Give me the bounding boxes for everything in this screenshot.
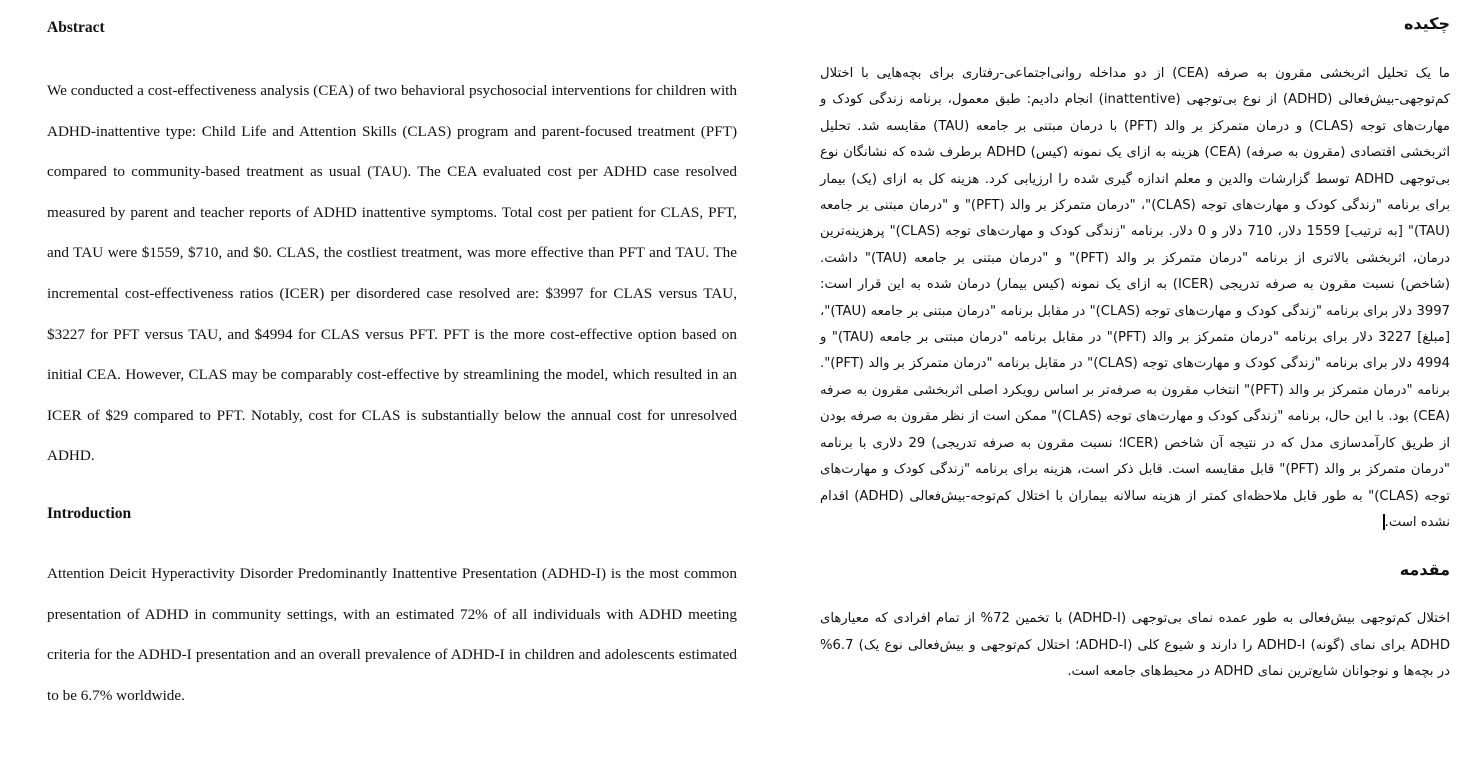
introduction-paragraph[interactable]: Attention Deicit Hyperactivity Disorder Predominantly Inattentive Presentation (ADHD-I) is the most common presentation of ADHD in community settings, with an estimated 72% of all individuals with ADHD meeting criteria for the ADHD-I presentation and an overall prevalence of ADHD-I in children and adolescents estimated to be 6.7% worldwide. <box>47 564 737 704</box>
persian-abstract-editor[interactable] <box>820 61 1450 536</box>
abstract-heading: Abstract <box>47 19 105 36</box>
introduction-heading: Introduction <box>47 504 132 522</box>
persian-abstract-paragraph[interactable]: ما یک تحلیل اثربخشی مقرون به صرفه (CEA) از دو مداخله روانی‌اجتماعی-رفتاری برای بچه‌هایی با اختلال کم‌توجهی-بیش‌فعالی (ADHD) از نوع بی‌توجهی (inattentive) انجام دادیم: طبق معمول، برنامه زندگی کودک و مهارت‌های توجه (CLAS) و درمان متمرکز بر والد (PFT) با درمان مبتنی بر جامعه (TAU) مقایسه شد. تحلیل اثربخشی اقتصادی (مقرون به صرفه) (CEA) هزینه به ازای یک نمونه (کیس) ADHD برطرف شده که نشانگان نوع بی‌توجهی ADHD توسط گزارشات والدین و معلم اندازه گیری شده را ارزیابی کرد. هزینه کل به ازای (یک) بیمار برای برنامه "زندگی کودک و مهارت‌های توجه (CLAS)"، "درمان متمرکز بر والد (PFT)" و "درمان مبتنی بر جامعه (TAU)" [به ترتیب] 1559 دلار، 710 دلار و 0 دلار. برنامه "زندگی کودک و مهارت‌های توجه (CLAS)" پرهزینه‌ترین درمان، اثربخشی بالاتری از برنامه "درمان متمرکز بر والد (PFT)" و "درمان مبتنی بر جامعه (TAU)" داشت. (شاخص) نسبت مقرون به صرفه تدریجی (ICER) به ازای یک نمونه (کیس بیمار) درمان شده به این قرار است: 3997 دلار برای برنامه "زندگی کودک و مهارت‌های توجه (CLAS)" در مقابل برنامه "درمان مبتنی بر جامعه (TAU)"، [مبلغ] 3227 دلار برای برنامه "درمان متمرکز بر والد (PFT)" در مقابل برنامه "درمان مبتنی بر جامعه (TAU)" و 4994 دلار برای برنامه "زندگی کودک و مهارت‌های توجه (CLAS)" در مقابل برنامه "درمان متمرکز بر والد (PFT)". برنامه "درمان متمرکز بر والد (PFT)" انتخاب مقرون به صرفه‌تر بر اساس رویکرد اصلی اثربخشی مقرون به صرفه (CEA) بود. با این حال، برنامه "زندگی کودک و مهارت‌های توجه (CLAS)" ممکن است از نظر مقرون به صرفه بودن از طریق کارآمدسازی مدل که در نتیجه آن شاخص (ICER؛ نسبت مقرون به صرفه تدریجی) 29 دلاری با برنامه "درمان متمرکز بر والد (PFT)" قابل مقایسه است. قابل ذکر است، هزینه برای برنامه "زندگی کودک و مهارت‌های توجه (CLAS)" به طور قابل ملاحظه‌ای کمتر از هزینه سالانه بیماران با اختلال کم‌توجه-بیش‌فعالی (ADHD) اقدام نشده است. <box>820 66 1451 530</box>
persian-abstract-heading: چکیده <box>1403 14 1450 33</box>
persian-document-pane <box>800 0 1475 770</box>
abstract-paragraph[interactable]: We conducted a cost-effectiveness analysis (CEA) of two behavioral psychosocial interventions for children with ADHD-inattentive type: Child Life and Attention Skills (CLAS) program and parent-focused treatment (PFT) compared to community-based treatment as usual (TAU). The CEA evaluated cost per ADHD case resolved measured by parent and teacher reports of ADHD inattentive symptoms. Total cost per patient for CLAS, PFT, and TAU were $1559, $710, and $0. CLAS, the costliest treatment, was more effective than PFT and TAU. The incremental cost-effectiveness ratios (ICER) per disordered case resolved are: $3997 for CLAS versus TAU, $3227 for PFT versus TAU, and $4994 for CLAS versus PFT. PFT is the more cost-effective option based on initial CEA. However, CLAS may be comparably cost-effective by streamlining the model, which resulted in an ICER of $29 compared to PFT. Notably, cost for CLAS is substantially below the annual cost for unresolved ADHD. <box>47 82 737 465</box>
persian-introduction-paragraph[interactable]: اختلال کم‌توجهی بیش‌فعالی به طور عمده نمای بی‌توجهی (ADHD-I) با تخمین 72% از تمام افرادی که معیارهای ADHD برای نمای (گونه) ADHD-I را دارند و شیوع کلی (ADHD-I؛ اختلال کم‌توجهی و بیش‌فعالی نوع یک) 6.7% در بچه‌ها و نوجوانان شایع‌ترین نمای ADHD در محیط‌های جامعه است. <box>820 611 1451 680</box>
persian-introduction-heading: مقدمه <box>1399 560 1450 580</box>
